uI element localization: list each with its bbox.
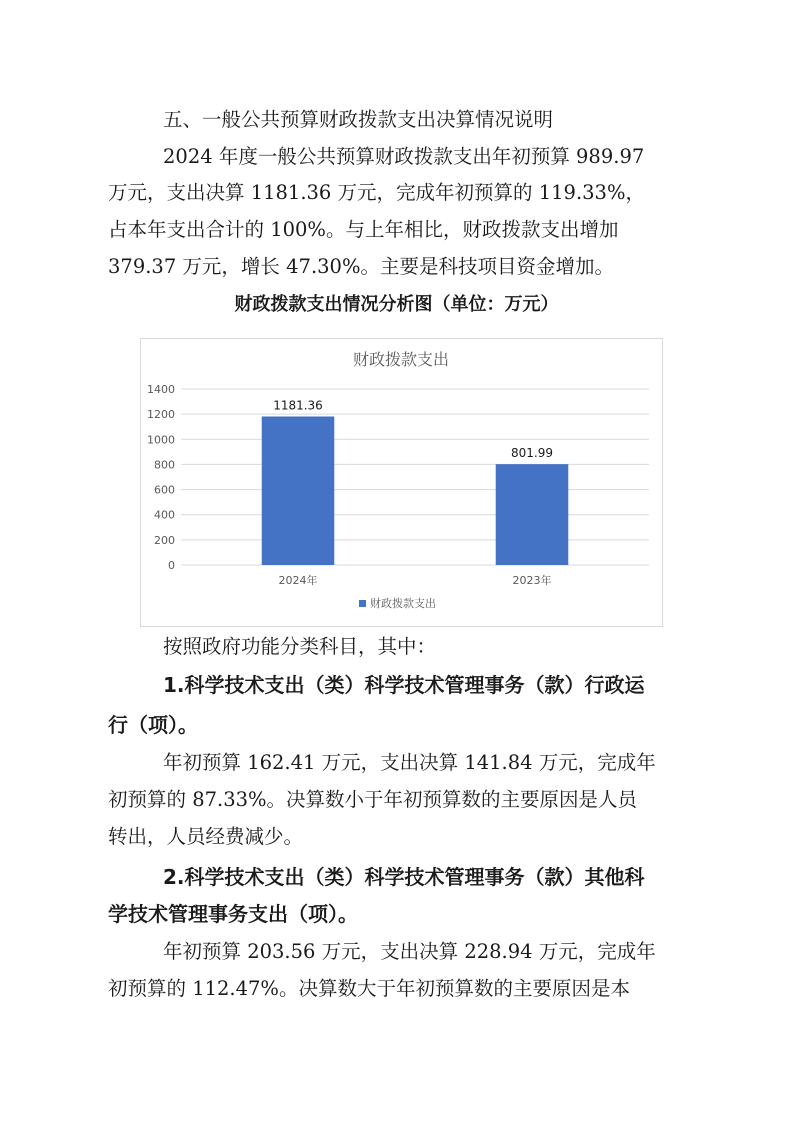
paragraph-line: 占本年支出合计的 100%。与上年相比，财政拨款支出增加 xyxy=(108,218,619,241)
chart-title: 财政拨款支出 xyxy=(352,350,450,369)
bar-chart xyxy=(141,339,662,626)
paragraph-line: 万元，支出决算 1181.36 万元，完成年初预算的 119.33%， xyxy=(108,181,645,204)
chart-caption: 财政拨款支出情况分析图（单位：万元） xyxy=(234,294,559,315)
chart-container xyxy=(140,338,663,627)
y-tick-label: 1000 xyxy=(147,433,175,447)
item2-body-line: 年初预算 203.56 万元，支出决算 228.94 万元，完成年 xyxy=(163,940,656,963)
y-tick-label: 800 xyxy=(154,458,175,472)
x-tick-label: 2023年 xyxy=(512,574,552,587)
item1-body-line: 转出，人员经费减少。 xyxy=(108,825,304,848)
section-heading: 五、一般公共预算财政拨款支出决算情况说明 xyxy=(163,108,554,131)
item1-heading-line: 行（项）。 xyxy=(108,713,198,737)
data-label: 801.99 xyxy=(511,446,553,461)
legend-swatch xyxy=(359,600,366,607)
x-tick-label: 2024年 xyxy=(278,574,318,587)
item2-body-line: 初预算的 112.47%。决算数大于年初预算数的主要原因是本 xyxy=(108,977,630,1000)
y-tick-label: 400 xyxy=(154,508,175,522)
y-tick-label: 1400 xyxy=(147,383,175,396)
functional-intro: 按照政府功能分类科目，其中： xyxy=(163,635,437,658)
bar xyxy=(496,464,569,565)
y-tick-label: 600 xyxy=(154,483,175,497)
legend-label: 财政拨款支出 xyxy=(370,597,436,610)
y-tick-label: 0 xyxy=(168,559,175,572)
y-tick-label: 200 xyxy=(154,533,175,547)
data-label: 1181.36 xyxy=(273,398,323,413)
item2-heading-line: 2.科学技术支出（类）科学技术管理事务（款）其他科 xyxy=(163,865,645,889)
item2-heading-line: 学技术管理事务支出（项）。 xyxy=(108,902,358,926)
item1-body-line: 初预算的 87.33%。决算数小于年初预算数的主要原因是人员 xyxy=(108,788,638,811)
paragraph-line: 379.37 万元，增长 47.30%。主要是科技项目资金增加。 xyxy=(108,255,614,278)
bar xyxy=(262,416,335,565)
item1-body-line: 年初预算 162.41 万元，支出决算 141.84 万元，完成年 xyxy=(163,751,656,774)
item1-heading-line: 1.科学技术支出（类）科学技术管理事务（款）行政运 xyxy=(163,673,645,697)
paragraph-line: 2024 年度一般公共预算财政拨款支出年初预算 989.97 xyxy=(163,145,645,168)
y-tick-label: 1200 xyxy=(147,408,175,422)
